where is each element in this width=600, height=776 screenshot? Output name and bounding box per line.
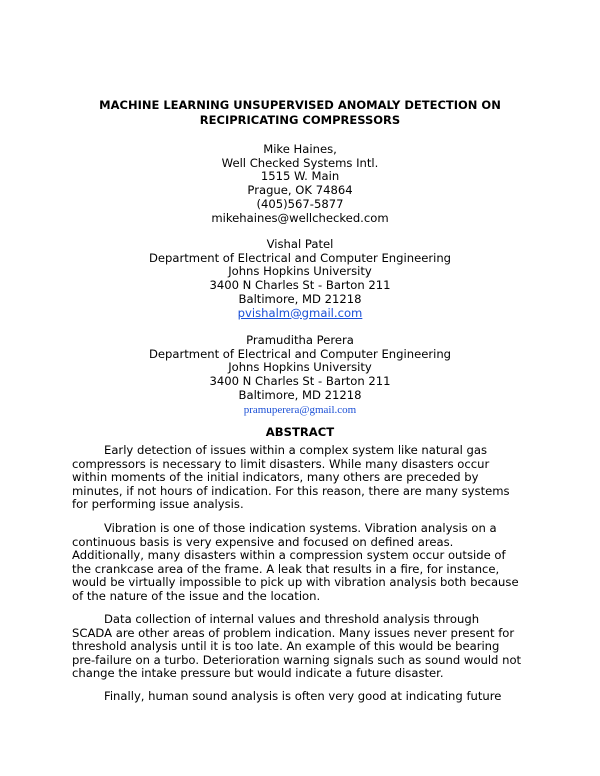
paragraph-line: compressors is necessary to limit disasters. While many disasters occur xyxy=(72,456,490,471)
paper-title xyxy=(60,98,540,128)
author-block-1 xyxy=(60,143,540,225)
author-name: Vishal Patel xyxy=(266,237,334,251)
paragraph-line: Early detection of issues within a complex system like natural gas xyxy=(104,443,488,457)
author-address: 3400 N Charles St - Barton 211 xyxy=(209,278,391,293)
paragraph-line: Data collection of internal values and threshold analysis through xyxy=(104,612,480,626)
paragraph-line: Vibration is one of those indication systems. Vibration analysis on a xyxy=(104,521,497,535)
paragraph-line: threshold analysis until it is too late. An example of this would be bearing xyxy=(72,639,500,654)
author-address: 1515 W. Main xyxy=(260,169,340,184)
paragraph-line: pre-failure on a turbo. Deterioration warning signals such as sound would not xyxy=(72,652,522,667)
author-name: Mike Haines, xyxy=(263,142,337,156)
author-name: Pramuditha Perera xyxy=(246,333,354,347)
abstract-paragraph-1 xyxy=(72,444,532,512)
paragraph-line: minutes, if not hours of indication. For this reason, there are many systems xyxy=(72,483,510,498)
paragraph-line: change the intake pressure but would indicate a future disaster. xyxy=(72,666,444,681)
abstract-paragraph-3 xyxy=(72,613,532,681)
paragraph-line: Additionally, many disasters within a compression system occur outside of xyxy=(72,548,506,563)
author-university: Johns Hopkins University xyxy=(228,264,372,279)
title-line: MACHINE LEARNING UNSUPERVISED ANOMALY DETECTION ON xyxy=(99,98,501,112)
paragraph-line: continuous basis is very expensive and focused on defined areas. xyxy=(72,534,454,549)
author-block-2 xyxy=(60,238,540,320)
author-city: Baltimore, MD 21218 xyxy=(238,387,362,402)
author-department: Department of Electrical and Computer Engineering xyxy=(148,346,452,361)
paragraph-line: SCADA are other areas of problem indication. Many issues never present for xyxy=(72,625,515,640)
paragraph-line: would be virtually impossible to pick up with vibration analysis both because xyxy=(72,575,519,590)
abstract-paragraph-4 xyxy=(72,690,532,704)
author-city: Prague, OK 74864 xyxy=(247,183,353,198)
author-department: Department of Electrical and Computer Engineering xyxy=(148,250,452,265)
paragraph-line: Finally, human sound analysis is often very good at indicating future xyxy=(104,689,502,703)
author-university: Johns Hopkins University xyxy=(228,360,372,375)
author-city: Baltimore, MD 21218 xyxy=(238,291,362,306)
author-email-link[interactable]: pramuperera@gmail.com xyxy=(243,403,357,416)
title-line: RECIPRICATING COMPRESSORS xyxy=(199,113,401,127)
author-address: 3400 N Charles St - Barton 211 xyxy=(209,374,391,389)
author-phone: (405)567-5877 xyxy=(256,196,344,211)
author-email-link[interactable]: pvishalm@gmail.com xyxy=(237,305,363,320)
author-affiliation: Well Checked Systems Intl. xyxy=(221,155,379,170)
abstract-heading: ABSTRACT xyxy=(265,425,335,439)
author-block-3 xyxy=(60,334,540,417)
author-email: mikehaines@wellchecked.com xyxy=(211,210,389,225)
paragraph-line: for performing issue analysis. xyxy=(72,497,244,512)
abstract-paragraph-2 xyxy=(72,522,532,604)
paragraph-line: within moments of the initial indicators, many others are preceded by xyxy=(72,470,479,485)
paragraph-line: of the nature of the issue and the location. xyxy=(72,588,321,603)
paragraph-line: the crankcase area of the frame. A leak that results in a fire, for instance, xyxy=(72,561,500,576)
